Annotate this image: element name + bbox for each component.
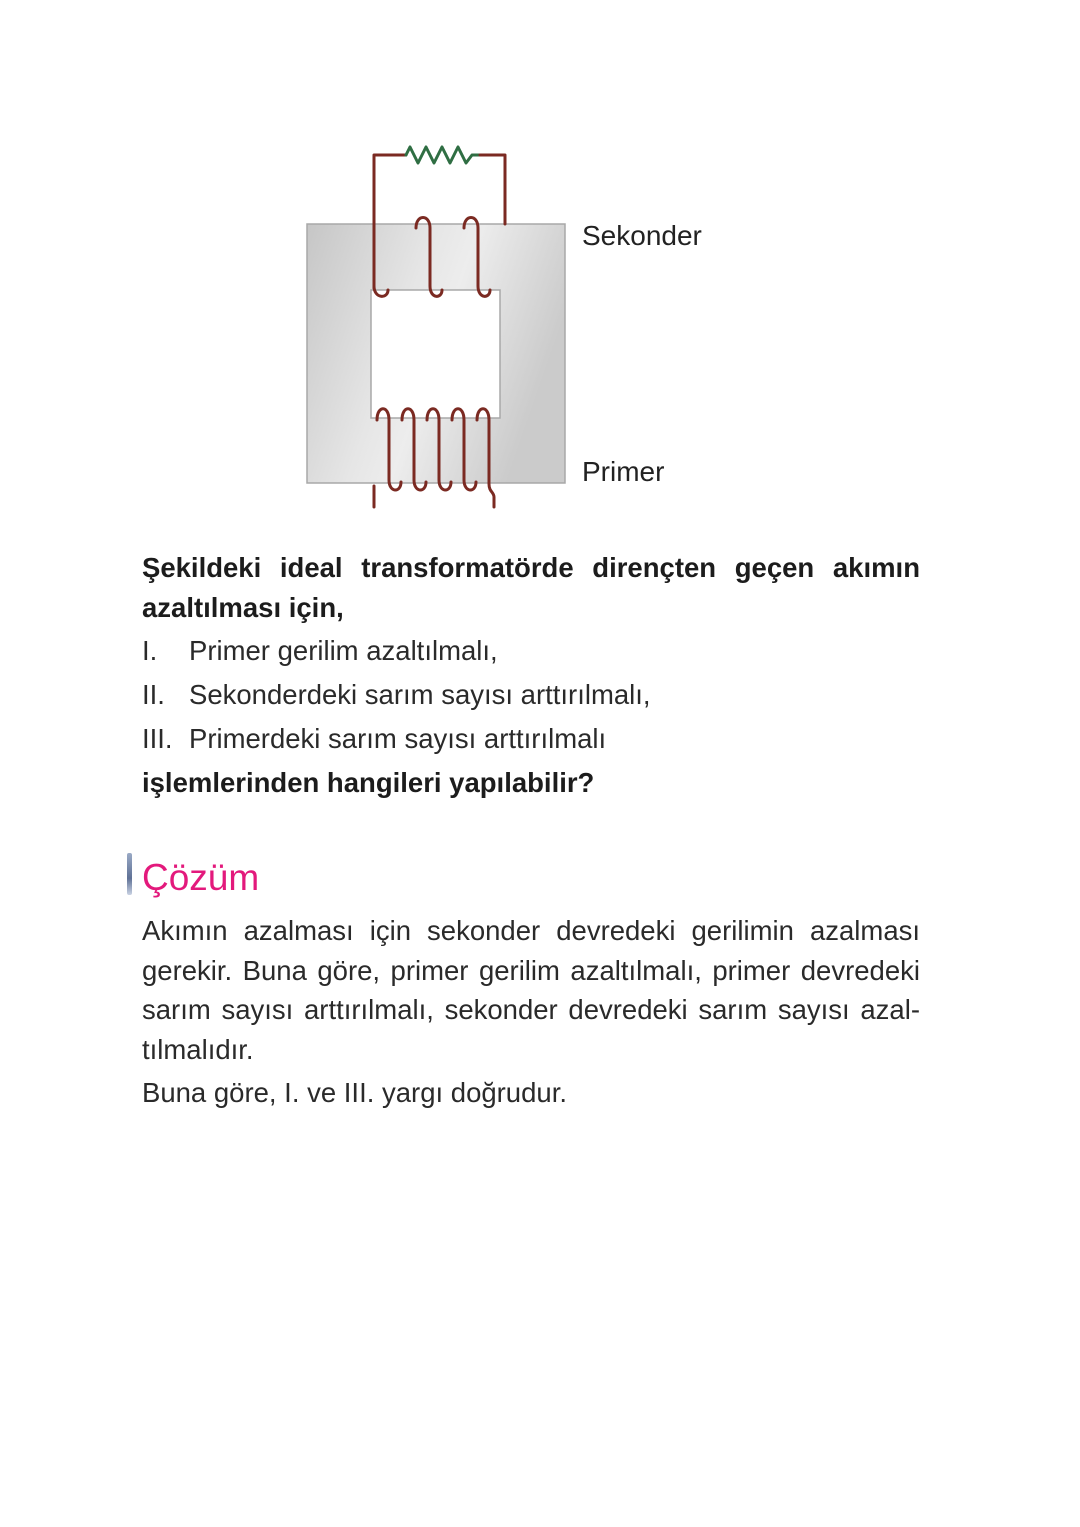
solution-heading: Çözüm: [142, 857, 260, 898]
item-numeral: II.: [142, 679, 165, 710]
question-stem-line: azaltılması için,: [142, 592, 344, 623]
list-item: [142, 629, 920, 673]
secondary-wire-right: [480, 155, 505, 224]
question-items: [142, 629, 920, 805]
resistor: [406, 147, 480, 163]
question-stem-line: Şekildeki ideal transformatörde dirençten geçen akımın: [142, 552, 920, 583]
secondary-label: Sekonder: [582, 220, 702, 251]
solution-paragraph: [142, 911, 920, 1069]
solution-conclusion: Buna göre, I. ve III. yargı doğrudur.: [142, 1077, 567, 1108]
item-numeral: I.: [142, 635, 158, 666]
solution-line: sarım sayısı arttırılmalı, sekonder devredeki sarım sayısı azal-: [142, 994, 920, 1025]
list-item: [142, 717, 920, 761]
transformer-core: [307, 224, 565, 483]
list-item: [142, 673, 920, 717]
question-stem: [142, 548, 920, 628]
solution-line: Akımın azalması için sekonder devredeki gerilimin azalması: [142, 915, 920, 946]
question-prompt: işlemlerinden hangileri yapılabilir?: [142, 767, 595, 798]
item-text: Primerdeki sarım sayısı arttırılmalı: [189, 723, 607, 754]
solution-line: gerekir. Buna göre, primer gerilim azaltılmalı, primer devredeki: [142, 954, 920, 986]
item-numeral: III.: [142, 723, 173, 754]
solution-line: tılmalıdır.: [142, 1033, 254, 1065]
primary-label: Primer: [582, 456, 665, 487]
item-text: Sekonderdeki sarım sayısı arttırılmalı,: [189, 679, 651, 710]
item-text: Primer gerilim azaltılmalı,: [189, 635, 498, 666]
transformer-diagram: [0, 0, 1080, 530]
heading-marker: [127, 853, 132, 895]
